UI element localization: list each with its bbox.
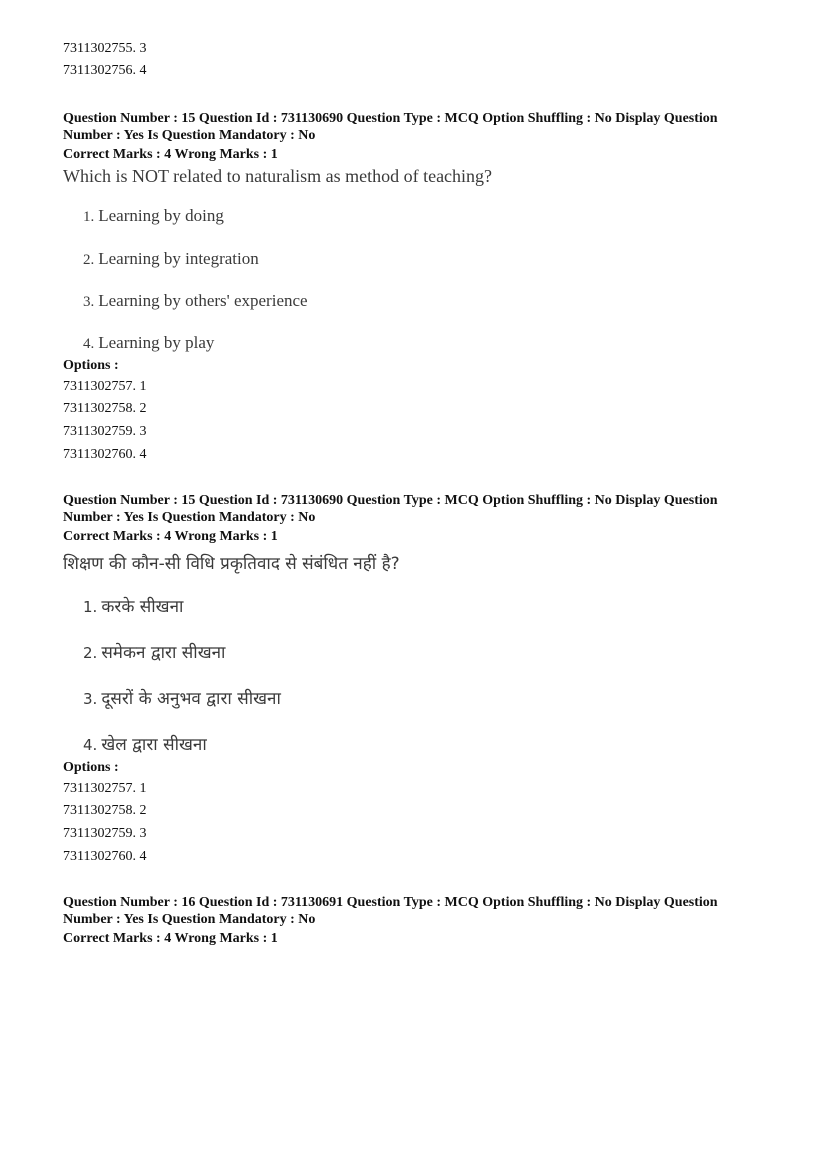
option-id: 7311302759: [63, 826, 133, 841]
choice-number: 2.: [83, 252, 95, 268]
option-value: 1: [139, 781, 147, 796]
question-meta-line2: Number : Yes Is Question Mandatory : No: [63, 128, 316, 143]
question-meta: [63, 492, 763, 526]
choice-text: Learning by others' experience: [98, 291, 308, 310]
choice-number: 2.: [83, 644, 98, 662]
option-id: 7311302760: [63, 849, 133, 864]
question-meta-line1: Question Number : 15 Question Id : 731130690 Question Type : MCQ Option Shuffling : No Display Question: [63, 111, 718, 126]
choice-text: दूसरों के अनुभव द्वारा सीखना: [101, 689, 281, 709]
option-value: 1: [139, 379, 147, 394]
option-value: 3: [139, 424, 147, 439]
choice-number: 1.: [83, 209, 95, 225]
choice-text: Learning by doing: [98, 206, 224, 225]
choice-number: 4.: [83, 736, 98, 754]
option-id: 7311302758: [63, 401, 133, 416]
option-value: 2: [139, 401, 147, 416]
option-id: 7311302755: [63, 41, 133, 56]
option-row: 7311302759. 3: [63, 826, 147, 841]
option-row: 7311302757. 1: [63, 781, 147, 796]
question-text: शिक्षण की कौन-सी विधि प्रकृतिवाद से संबंधित नहीं है?: [63, 554, 400, 574]
question-meta-line1: Question Number : 15 Question Id : 731130690 Question Type : MCQ Option Shuffling : No Display Question: [63, 493, 718, 508]
option-id: 7311302758: [63, 803, 133, 818]
marks-line: Correct Marks : 4 Wrong Marks : 1: [63, 529, 278, 544]
choice-item: [83, 596, 183, 618]
option-value: 2: [139, 803, 147, 818]
choice-number: 3.: [83, 690, 98, 708]
choice-item: [83, 688, 281, 710]
question-meta-line1: Question Number : 16 Question Id : 731130691 Question Type : MCQ Option Shuffling : No Display Question: [63, 895, 718, 910]
option-row: 7311302758. 2: [63, 803, 147, 818]
question-meta: [63, 110, 763, 144]
option-id: 7311302757: [63, 379, 133, 394]
question-text: Which is NOT related to naturalism as method of teaching?: [63, 166, 493, 186]
choice-item: [83, 642, 225, 664]
option-id: 7311302756: [63, 63, 133, 78]
option-row: 7311302756. 4: [63, 63, 147, 78]
choice-item: [83, 290, 308, 313]
choice-text: Learning by integration: [98, 249, 259, 268]
choice-text: करके सीखना: [101, 597, 184, 617]
option-row: 7311302755. 3: [63, 41, 147, 56]
question-meta: [63, 894, 763, 928]
options-label: Options :: [63, 358, 119, 373]
option-id: 7311302759: [63, 424, 133, 439]
choice-item: [83, 734, 207, 756]
choice-number: 3.: [83, 294, 95, 310]
choice-text: खेल द्वारा सीखना: [101, 735, 207, 755]
choice-number: 1.: [83, 598, 98, 616]
options-label: Options :: [63, 760, 119, 775]
option-value: 4: [139, 447, 147, 462]
option-row: 7311302758. 2: [63, 401, 147, 416]
choice-item: [83, 332, 214, 355]
option-row: 7311302760. 4: [63, 849, 147, 864]
marks-line: Correct Marks : 4 Wrong Marks : 1: [63, 147, 278, 162]
choice-text: समेकन द्वारा सीखना: [101, 643, 226, 663]
question-meta-line2: Number : Yes Is Question Mandatory : No: [63, 912, 316, 927]
choice-number: 4.: [83, 336, 95, 352]
option-id: 7311302757: [63, 781, 133, 796]
marks-line: Correct Marks : 4 Wrong Marks : 1: [63, 931, 278, 946]
choice-item: [83, 248, 259, 271]
question-meta-line2: Number : Yes Is Question Mandatory : No: [63, 510, 316, 525]
option-value: 3: [139, 41, 147, 56]
option-value: 3: [139, 826, 147, 841]
option-row: 7311302760. 4: [63, 447, 147, 462]
option-id: 7311302760: [63, 447, 133, 462]
option-value: 4: [139, 63, 147, 78]
option-row: 7311302759. 3: [63, 424, 147, 439]
option-row: 7311302757. 1: [63, 379, 147, 394]
option-value: 4: [139, 849, 147, 864]
choice-item: [83, 205, 224, 228]
choice-text: Learning by play: [98, 333, 215, 352]
